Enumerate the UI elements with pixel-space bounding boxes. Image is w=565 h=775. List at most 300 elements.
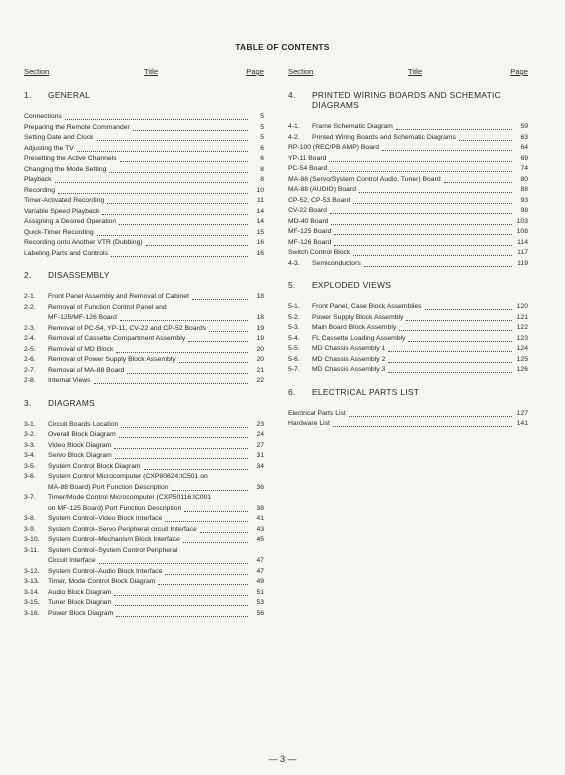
toc-entry [24,165,264,176]
entry-number: 3-13. [24,578,40,585]
toc-entry [24,598,264,609]
entry-title: Playback [24,176,52,183]
entry-title: Printed Wiring Boards and Schematic Diagrams [312,133,456,141]
section-heading [288,387,528,397]
dot-leader [382,150,512,151]
toc-entry [24,376,264,387]
dot-leader [120,161,248,162]
entry-page: 121 [516,313,528,321]
dot-leader [65,119,248,120]
entry-page: 6 [260,144,264,152]
dot-leader [107,203,248,204]
entry-page: 122 [516,324,528,331]
entry-page: 38 [256,504,264,512]
section-title: ELECTRICAL PARTS LIST [312,386,420,397]
entry-number: 4-3. [288,259,300,267]
entry-number: 3-11. [24,546,39,554]
dot-leader [97,235,248,236]
entry-title: RP-100 (REC/PB AMP) Board [288,144,380,151]
toc-entry [24,420,264,431]
entry-number: 2-5. [24,345,36,353]
entry-page: 103 [516,217,528,225]
entry-title: Recording [24,186,55,194]
toc-entry [288,238,528,249]
dot-leader [119,224,248,225]
entry-title: System Control–System Control Peripheral [48,546,178,554]
entry-title: Removal of PC-54, YP-11, CV-22 and CP-52 Boards [48,324,207,332]
entry-number: 2-4. [24,335,36,342]
entry-number: 5-1. [288,303,300,310]
dot-leader [114,595,248,596]
dot-leader [388,372,512,373]
dot-leader [127,373,248,374]
toc-entry [288,302,528,313]
entry-title: MD Chassis Assembly 2 [312,355,386,363]
toc-entry [24,588,264,599]
entry-title: CV-22 Board [288,207,327,214]
toc-entry [24,112,264,123]
toc-entry [288,355,528,366]
entry-page: 88 [520,186,528,193]
dot-leader [444,182,512,183]
toc-entry [24,196,264,207]
entry-title: Removal of Power Supply Block Assembly [48,356,176,363]
entry-page: 5 [260,123,264,131]
dot-leader [133,130,248,131]
toc-entry [288,175,528,186]
entry-title: Setting Date and Clock [24,134,94,141]
dot-leader [334,234,512,235]
entry-title: Tuner Block Diagram [48,599,112,606]
dot-leader [99,563,248,564]
entry-page: 14 [256,207,264,215]
entry-number: 3-6. [24,473,36,480]
dot-leader [188,341,248,342]
dot-leader [165,574,248,575]
entry-title: MD Chassis Assembly 1 [312,345,386,352]
entry-title: Adjusting the TV [24,144,74,152]
entry-title: Presetting the Active Channels [24,155,117,162]
toc-entry [24,228,264,239]
entry-title: CP-52, CP-53 Board [288,196,351,204]
entry-page: 120 [516,303,528,310]
entry-page: 59 [520,123,528,130]
page-title: TABLE OF CONTENTS [235,42,330,52]
entry-title: Front Panel, Case Block Assemblies [312,303,422,310]
toc-entry [24,441,264,452]
entry-title: Front Panel Assembly and Removal of Cabinet [48,293,189,300]
page-header: Page [510,67,528,76]
section-title: PRINTED WIRING BOARDS AND SCHEMATIC DIAGRAMS [312,90,502,110]
entry-page: 36 [256,483,264,491]
entry-page: 126 [516,366,528,373]
entry-page: 114 [517,238,528,246]
toc-entry [24,366,264,377]
toc-entry [288,365,528,376]
toc-entry [24,154,264,165]
dot-leader [333,426,512,427]
entry-page: 18 [256,314,264,321]
entry-title: Audio Block Diagram [48,588,112,596]
toc-entry [24,546,264,557]
toc-entry [288,206,528,217]
toc-entry [24,334,264,345]
entry-number: 3-1. [24,420,36,428]
entry-page: 74 [520,165,528,172]
entry-title: Changing the Mode Setting [24,165,107,173]
section-title: DIAGRAMS [48,397,96,408]
section-number: 1. [24,90,32,100]
toc-entry [288,323,528,334]
dot-leader [353,203,512,204]
entry-title: Main Board Block Assembly [312,324,397,331]
entry-page: 18 [256,293,264,300]
entry-page: 23 [256,420,264,428]
dot-leader [165,521,248,522]
toc-entry [288,419,528,430]
entry-title: System Control–Mechanism Block Interface [48,536,180,543]
toc-entry [288,133,528,144]
dot-leader [330,213,512,214]
dot-leader [331,224,512,225]
toc-entry [24,430,264,441]
dot-leader [388,351,512,352]
section-number: 4. [288,90,296,100]
dot-leader [144,469,248,470]
entry-title: Overall Block Diagram [48,431,116,438]
toc-entry [288,217,528,228]
toc-entry-continued [24,556,264,567]
entry-title: Labeling Parts and Controls [24,249,108,257]
dot-leader [209,331,248,332]
entry-page: 51 [256,588,264,596]
right-column [288,67,528,430]
entry-number: 3-14. [24,588,40,596]
entry-page: 141 [516,420,528,427]
entry-title: Semiconductors [312,259,361,267]
toc-entry [24,345,264,356]
entry-title: MD-40 Board [288,217,329,225]
dot-leader [158,584,248,585]
entry-page: 56 [256,609,264,617]
dot-leader [353,255,512,256]
entry-number: 3-10. [24,536,40,543]
entry-title: MD Chassis Assembly 3 [312,366,386,373]
section-title: DISASSEMBLY [48,270,110,280]
section-title: EXPLODED VIEWS [312,280,392,290]
dot-leader [119,437,248,438]
toc-entry [24,303,264,314]
entry-title: Internal Views [48,377,91,384]
dot-leader [388,362,512,363]
section-number: 2. [24,270,32,280]
entry-number: 5-2. [288,313,300,321]
entry-number: 2-8. [24,377,36,384]
entry-title: MF-125 Board [288,228,332,235]
toc-entry [24,324,264,335]
dot-leader [58,193,248,194]
dot-leader [359,192,512,193]
entry-title-continued: MA-88 Board) Port Function Description [48,483,169,491]
entry-page: 80 [520,175,528,183]
dot-leader [97,140,248,141]
entry-number: 4-2. [288,133,300,141]
entry-page: 19 [256,335,264,342]
dot-leader [111,256,248,257]
toc-entry [24,355,264,366]
title-header: Title [144,67,159,76]
toc-entry [288,344,528,355]
entry-page: 108 [516,228,528,235]
toc-entry [24,175,264,186]
dot-leader [146,245,248,246]
entry-number: 2-3. [24,324,36,332]
entry-number: 3-7. [24,494,36,501]
entry-number: 3-12. [24,567,40,575]
dot-leader [184,511,248,512]
entry-number: 4-1. [288,123,300,130]
toc-entry [288,227,528,238]
dot-leader [399,330,512,331]
entry-page: 31 [256,452,264,459]
toc-entry [288,196,528,207]
entry-title: Connections [24,113,62,120]
toc-entry-continued [24,504,264,515]
entry-page: 63 [520,133,528,141]
entry-page: 41 [256,515,264,522]
section-header: Section [24,67,50,76]
entry-title: MA-88 (Servo/System Control Audio, Tuner) Board [288,175,441,183]
toc-entry [24,207,264,218]
entry-page: 127 [516,409,528,417]
entry-title: Preparing the Remote Commander [24,123,130,131]
entry-page: 20 [256,345,264,353]
entry-number: 3-9. [24,525,36,533]
dot-leader [121,427,248,428]
entry-title: Power Supply Block Assembly [312,313,404,321]
entry-number: 2-1. [24,293,36,300]
dot-leader [116,616,248,617]
entry-title: Electrical Parts List [288,409,346,417]
section-heading [24,90,264,100]
page-header: Page [246,67,264,76]
entry-page: 16 [256,239,264,246]
dot-leader [115,605,248,606]
toc-entry [24,514,264,525]
entry-title-continued: on MF-125 Board) Port Function Description [48,504,182,512]
entry-title: Circuit Boards Location [48,420,119,428]
dot-leader [334,245,512,246]
toc-entry [288,122,528,133]
dot-leader [200,532,248,533]
toc-entry [288,248,528,259]
entry-page: 45 [256,536,264,543]
dot-leader [183,542,248,543]
entry-title: Removal of Cassette Compartment Assembly [48,335,186,342]
entry-page: 47 [256,557,264,564]
toc-entry [24,238,264,249]
toc-entry [288,154,528,165]
entry-number: 3-15. [24,599,40,606]
toc-entry [24,609,264,620]
toc-entry [288,334,528,345]
toc-entry [288,185,528,196]
section-heading [24,270,264,280]
entry-page: 24 [256,431,264,438]
section-number: 3. [24,397,32,408]
dot-leader [425,309,512,310]
entry-number: 5-6. [288,355,300,363]
entry-title: System Control Block Diagram [48,462,141,470]
entry-title: System Control–Servo Peripheral circuit Interface [48,525,197,533]
column-header [24,67,264,79]
entry-page: 64 [520,144,528,151]
toc-entry [24,217,264,228]
entry-page: 125 [516,355,528,363]
toc-entry [24,292,264,303]
entry-page: 124 [516,345,528,352]
entry-title: Variable Speed Playback [24,207,100,215]
dot-leader [408,341,512,342]
page-number: — 3 — [268,754,297,764]
toc-entry [24,472,264,483]
entry-title: Switch Control Block [288,249,351,256]
entry-page: 119 [517,259,528,267]
dot-leader [114,448,248,449]
entry-title-continued: MF-125/MF-126 Board [48,314,117,321]
toc-entry [24,462,264,473]
entry-page: 10 [256,186,264,194]
section-number: 6. [288,386,296,397]
dot-leader [115,458,248,459]
entry-number: 2-6. [24,356,36,363]
entry-page: 16 [256,249,264,257]
dot-leader [172,490,248,491]
entry-page: 98 [520,207,528,214]
entry-page: 21 [256,366,264,374]
entry-page: 47 [256,567,264,575]
entry-number: 3-4. [24,452,36,459]
entry-page: 43 [256,525,264,533]
entry-number: 3-16. [24,609,40,617]
dot-leader [459,140,512,141]
toc-entry-continued [24,483,264,494]
toc-entry [24,493,264,504]
dot-leader [109,172,248,173]
section-heading [24,398,264,408]
toc-entry [288,313,528,324]
entry-page: 14 [256,218,264,225]
dot-leader [349,416,512,417]
dot-leader [55,182,248,183]
entry-page: 49 [256,578,264,585]
entry-page: 93 [520,196,528,204]
toc-entry [24,186,264,197]
toc-entry [24,123,264,134]
column-header [288,67,528,79]
entry-title: Power Block Diagram [48,609,114,617]
dot-leader [329,161,512,162]
entry-title: MA-88 (AUDIO) Board [288,186,356,193]
toc-entry [24,451,264,462]
entry-page: 123 [516,334,528,342]
entry-title: Removal of MD Block [48,345,114,353]
left-column [24,67,264,619]
entry-page: 11 [256,197,264,204]
entry-title: Quick-Timer Recording [24,228,94,236]
dot-leader [330,171,512,172]
toc-entry [24,133,264,144]
entry-title: YP-11 Board [288,154,327,162]
entry-title: Frame Schematic Diagram [312,123,393,130]
title-header: Title [408,67,423,76]
entry-page: 34 [256,462,264,470]
toc-entry [288,409,528,420]
entry-title: Video Block Diagram [48,441,112,449]
toc-entry [24,144,264,155]
toc-entry [288,164,528,175]
entry-number: 3-8. [24,515,36,522]
entry-title: Timer, Mode Control Block Diagram [48,578,156,585]
toc-entry [24,577,264,588]
section-heading [288,280,528,290]
dot-leader [364,266,512,267]
entry-page: 8 [260,165,264,173]
entry-number: 3-2. [24,431,36,438]
entry-title: Hardware List [288,420,330,427]
entry-number: 5-5. [288,345,300,352]
entry-page: 8 [260,176,264,183]
entry-title: Removal of Function Control Panel and [48,303,167,311]
entry-page: 69 [520,154,528,162]
entry-number: 2-2. [24,303,36,311]
entry-number: 5-7. [288,366,300,373]
entry-title: System Control–Video Block Interface [48,515,163,522]
dot-leader [94,383,248,384]
section-title: GENERAL [48,90,91,100]
toc-entry [24,525,264,536]
entry-number: 3-5. [24,462,36,470]
entry-page: 6 [260,155,264,162]
entry-number: 5-4. [288,334,300,342]
dot-leader [406,320,512,321]
toc-entry-continued [24,313,264,324]
entry-title: MF-126 Board [288,238,332,246]
entry-title: Recording onto Another VTR (Dubbing) [24,239,143,246]
dot-leader [179,362,248,363]
dot-leader [396,129,512,130]
toc-entry [288,143,528,154]
entry-page: 27 [256,441,264,449]
entry-page: 117 [517,249,528,256]
section-header: Section [288,67,314,76]
entry-page: 15 [256,228,264,236]
dot-leader [116,352,248,353]
entry-page: 22 [256,377,264,384]
entry-title: System Control–Audio Block Interface [48,567,163,575]
entry-page: 20 [256,356,264,363]
toc-entry [24,567,264,578]
section-heading [288,90,528,110]
entry-page: 5 [260,134,264,141]
entry-title: Assigning a Desired Operation [24,218,117,225]
entry-number: 3-3. [24,441,36,449]
entry-title: PC-54 Board [288,165,328,172]
toc-entry [24,249,264,260]
dot-leader [77,151,248,152]
entry-page: 53 [256,599,264,606]
toc-entry [288,259,528,270]
